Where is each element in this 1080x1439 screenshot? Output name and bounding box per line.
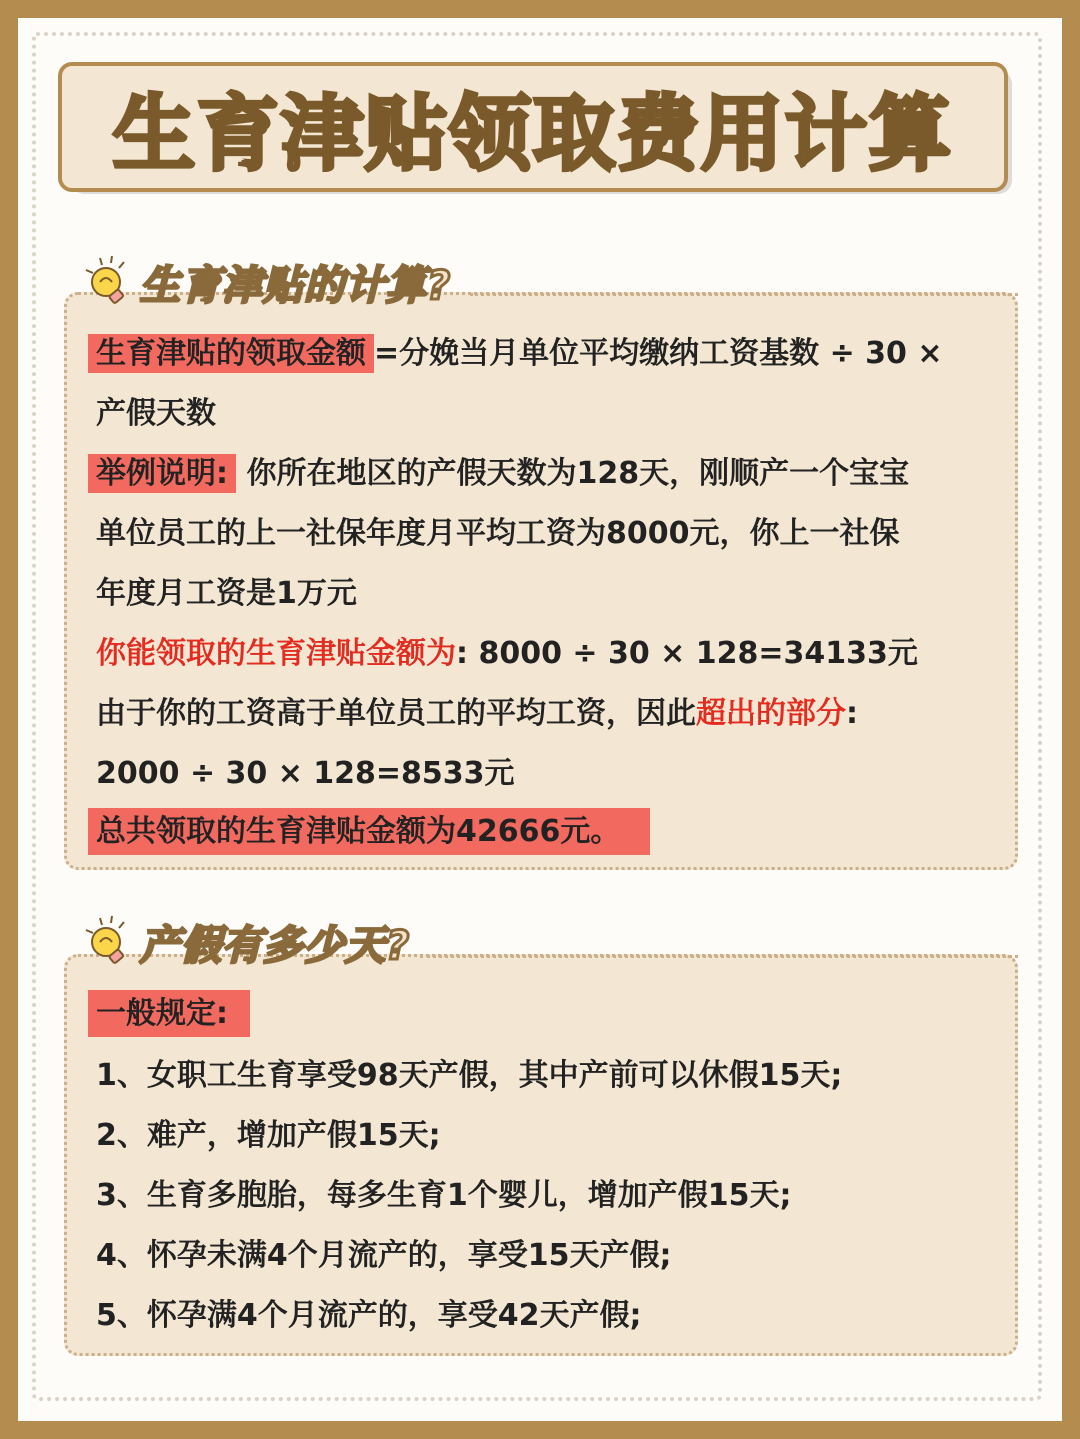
- excess-text: 由于你的工资高于单位员工的平均工资，因此: [96, 696, 696, 731]
- example-rest: 你所在地区的产假天数为128天，刚顺产一个宝宝: [246, 456, 910, 491]
- result-line: [96, 632, 918, 676]
- list-item: 4、怀孕未满4个月流产的，享受15天产假;: [96, 1238, 672, 1273]
- rule-line: [96, 992, 250, 1036]
- title-part2: 领取费用计算: [449, 86, 954, 182]
- section2-title: 产假有多少天?: [140, 922, 411, 969]
- heading-dots: [420, 955, 1018, 958]
- title-part1: 生育津贴: [112, 86, 449, 182]
- result-value: : 8000 ÷ 30 × 128=34133元: [456, 636, 918, 671]
- excess-colon: :: [846, 696, 858, 731]
- formula-rest: =分娩当月单位平均缴纳工资基数 ÷ 30 ×: [374, 336, 943, 371]
- section2-heading: [78, 912, 410, 972]
- example-label: 举例说明:: [88, 454, 236, 493]
- example-line3: 年度月工资是1万元: [96, 576, 357, 611]
- list-item: 5、怀孕满4个月流产的，享受42天产假;: [96, 1298, 642, 1333]
- formula-line2: 产假天数: [96, 396, 216, 431]
- section1-title: 生育津贴的计算?: [140, 262, 452, 309]
- lightbulb-icon: [78, 252, 138, 312]
- result-label: 你能领取的生育津贴金额为: [96, 636, 456, 671]
- section1-heading: [78, 252, 451, 312]
- excess-calc: 2000 ÷ 30 × 128=8533元: [96, 756, 515, 791]
- formula-label: 生育津贴的领取金额: [88, 334, 374, 373]
- formula-line: [96, 332, 943, 376]
- list-item: 1、女职工生育享受98天产假，其中产前可以休假15天;: [96, 1058, 843, 1093]
- example-line: [96, 452, 909, 496]
- excess-label: 超出的部分: [696, 696, 846, 731]
- example-line2: 单位员工的上一社保年度月平均工资为8000元，你上一社保: [96, 516, 900, 551]
- list-item: 3、生育多胞胎，每多生育1个婴儿，增加产假15天;: [96, 1178, 792, 1213]
- title-banner: [58, 62, 1008, 192]
- rule-label: 一般规定:: [88, 990, 250, 1037]
- list-item: 2、难产，增加产假15天;: [96, 1118, 441, 1153]
- total-line: [96, 810, 650, 854]
- excess-line: [96, 692, 858, 736]
- heading-dots: [470, 293, 1018, 296]
- lightbulb-icon: [78, 912, 138, 972]
- total-label: 总共领取的生育津贴金额为42666元。: [88, 808, 650, 855]
